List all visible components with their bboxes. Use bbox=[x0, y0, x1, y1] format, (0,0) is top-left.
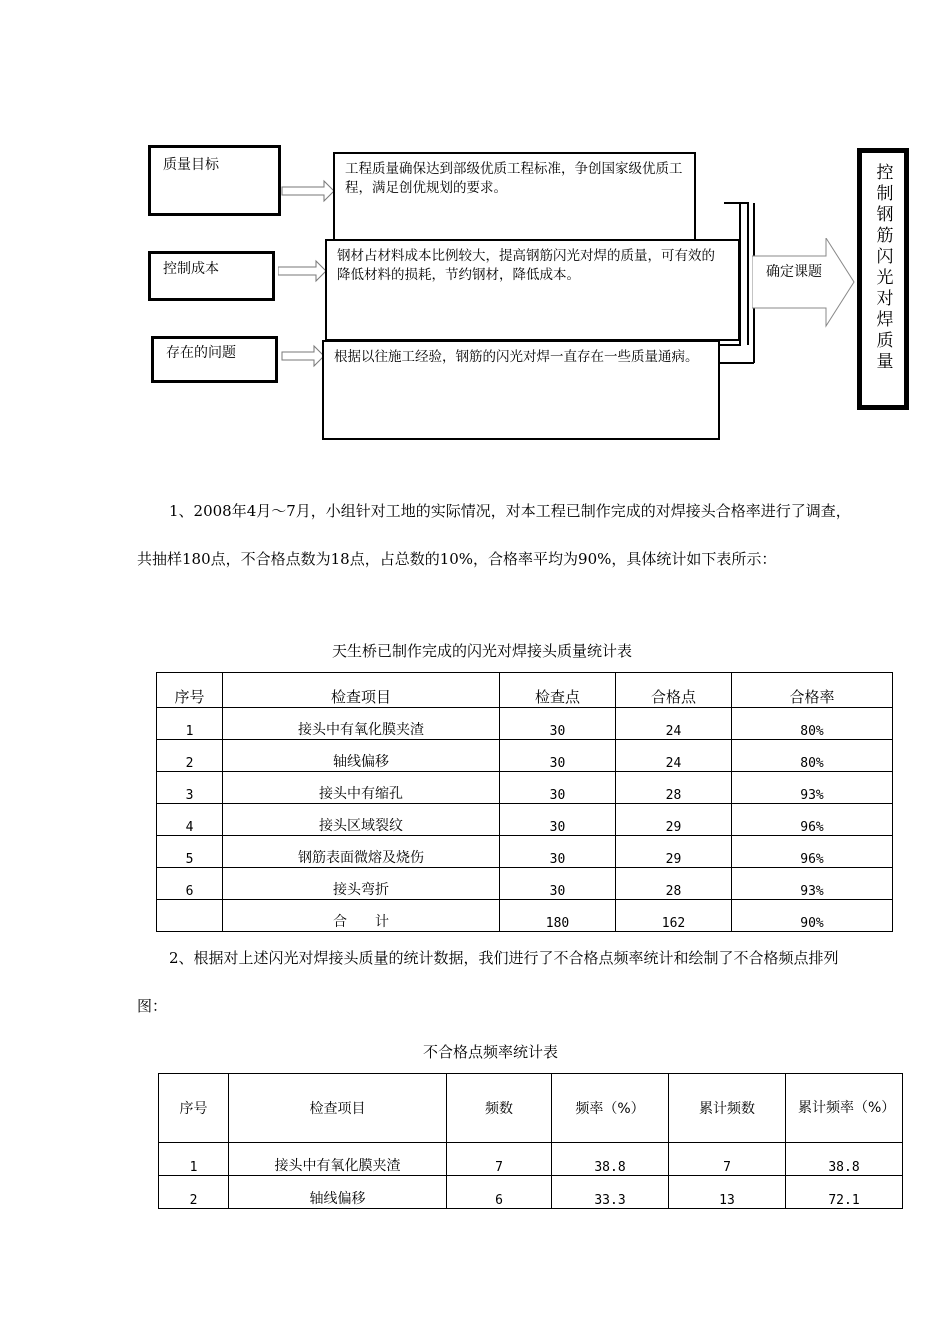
cell-item: 钢筋表面微熔及烧伤 bbox=[223, 836, 500, 868]
cell-item: 接头中有氧化膜夹渣 bbox=[229, 1143, 447, 1176]
cell-rate: 80% bbox=[732, 708, 893, 740]
cell-cumulative-rate: 38.8 bbox=[786, 1143, 903, 1176]
cell-checked: 30 bbox=[500, 836, 616, 868]
header-cell: 检查点 bbox=[500, 673, 616, 708]
cell-frequency: 7 bbox=[447, 1143, 552, 1176]
header-cell: 频数 bbox=[447, 1074, 552, 1143]
header-cell: 累计频率（%） bbox=[786, 1074, 903, 1143]
cell-frequency: 6 bbox=[447, 1176, 552, 1209]
cell-index: 5 bbox=[157, 836, 223, 868]
cell-checked: 30 bbox=[500, 740, 616, 772]
cell-passed: 162 bbox=[616, 900, 732, 932]
cell-checked: 30 bbox=[500, 708, 616, 740]
big-arrow-icon bbox=[752, 238, 858, 328]
cell-passed: 28 bbox=[616, 868, 732, 900]
desc-box-control-cost bbox=[325, 239, 740, 341]
desc-existing-problems: 根据以往施工经验，钢筋的闪光对焊一直存在一些质量通病。 bbox=[334, 349, 699, 365]
cell-index: 4 bbox=[157, 804, 223, 836]
table-header-row bbox=[159, 1074, 903, 1143]
cell-index: 3 bbox=[157, 772, 223, 804]
label-existing-problems: 存在的问题 bbox=[166, 345, 236, 361]
cell-passed: 24 bbox=[616, 740, 732, 772]
desc-box-quality-goal bbox=[333, 152, 696, 247]
cell-index: 2 bbox=[159, 1176, 229, 1209]
quality-stats-table bbox=[156, 672, 893, 932]
cell-rate: 96% bbox=[732, 804, 893, 836]
cell-item: 轴线偏移 bbox=[229, 1176, 447, 1209]
cell-item: 接头区域裂纹 bbox=[223, 804, 500, 836]
cell-index: 6 bbox=[157, 868, 223, 900]
result-title: 控制钢筋闪光对焊质量 bbox=[872, 163, 893, 373]
label-box-existing-problems bbox=[151, 336, 278, 383]
paragraph-1: 1、2008年4月～7月，小组针对工地的实际情况，对本工程已制作完成的对焊接头合格率进行了调查，共抽样180点，不合格点数为18点，占总数的10%，合格率平均为90%，具体统计如下表所示： bbox=[137, 502, 851, 568]
table-row bbox=[157, 804, 893, 836]
cell-item: 接头中有缩孔 bbox=[223, 772, 500, 804]
cell-passed: 28 bbox=[616, 772, 732, 804]
cell-item: 接头弯折 bbox=[223, 868, 500, 900]
cell-checked: 30 bbox=[500, 772, 616, 804]
defect-frequency-table bbox=[158, 1073, 903, 1209]
cell-cumulative-frequency: 13 bbox=[669, 1176, 786, 1209]
cell-checked: 30 bbox=[500, 804, 616, 836]
table1-caption: 天生桥已制作完成的闪光对焊接头质量统计表 bbox=[332, 642, 633, 660]
header-cell: 合格率 bbox=[732, 673, 893, 708]
cell-checked: 180 bbox=[500, 900, 616, 932]
header-cell: 序号 bbox=[157, 673, 223, 708]
header-cell: 频率（%） bbox=[552, 1074, 669, 1143]
table-row bbox=[157, 708, 893, 740]
cell-rate: 93% bbox=[732, 772, 893, 804]
cell-cumulative-frequency: 7 bbox=[669, 1143, 786, 1176]
cell-item: 轴线偏移 bbox=[223, 740, 500, 772]
cell-rate: 38.8 bbox=[552, 1143, 669, 1176]
label-control-cost: 控制成本 bbox=[163, 261, 219, 277]
cell-item: 接头中有氧化膜夹渣 bbox=[223, 708, 500, 740]
cell-passed: 29 bbox=[616, 804, 732, 836]
cell-rate: 90% bbox=[732, 900, 893, 932]
table-total-row bbox=[157, 900, 893, 932]
cell-rate: 96% bbox=[732, 836, 893, 868]
table-header-row bbox=[157, 673, 893, 708]
header-cell: 合格点 bbox=[616, 673, 732, 708]
cell-checked: 30 bbox=[500, 868, 616, 900]
cell-rate: 93% bbox=[732, 868, 893, 900]
desc-box-existing-problems bbox=[322, 340, 720, 440]
table-row bbox=[157, 740, 893, 772]
table-row bbox=[157, 772, 893, 804]
table-row bbox=[157, 836, 893, 868]
cell-index: 2 bbox=[157, 740, 223, 772]
label-quality-goal: 质量目标 bbox=[163, 157, 219, 173]
cell-passed: 24 bbox=[616, 708, 732, 740]
table-row bbox=[159, 1176, 903, 1209]
header-cell: 累计频数 bbox=[669, 1074, 786, 1143]
arrow-label: 确定课题 bbox=[766, 264, 822, 280]
header-cell: 序号 bbox=[159, 1074, 229, 1143]
table-row bbox=[157, 868, 893, 900]
header-cell: 检查项目 bbox=[229, 1074, 447, 1143]
cell-index: 1 bbox=[159, 1143, 229, 1176]
cell-index bbox=[157, 900, 223, 932]
header-cell: 检查项目 bbox=[223, 673, 500, 708]
cell-cumulative-rate: 72.1 bbox=[786, 1176, 903, 1209]
table-row bbox=[159, 1143, 903, 1176]
label-box-quality-goal bbox=[148, 145, 281, 216]
arrow-right-icon bbox=[278, 261, 326, 281]
cell-index: 1 bbox=[157, 708, 223, 740]
paragraph-2: 2、根据对上述闪光对焊接头质量的统计数据，我们进行了不合格点频率统计和绘制了不合格频点排列图： bbox=[137, 949, 839, 1015]
cell-rate: 33.3 bbox=[552, 1176, 669, 1209]
cell-rate: 80% bbox=[732, 740, 893, 772]
cell-item: 合 计 bbox=[223, 900, 500, 932]
arrow-right-icon bbox=[282, 181, 334, 201]
desc-control-cost: 钢材占材料成本比例较大，提高钢筋闪光对焊的质量，可有效的降低材料的损耗，节约钢材，降低成本。 bbox=[337, 248, 715, 283]
cell-passed: 29 bbox=[616, 836, 732, 868]
desc-quality-goal: 工程质量确保达到部级优质工程标准，争创国家级优质工程，满足创优规划的要求。 bbox=[345, 161, 683, 196]
label-box-control-cost bbox=[148, 251, 275, 301]
arrow-right-icon bbox=[282, 346, 324, 366]
result-title-box bbox=[857, 148, 909, 410]
table2-caption: 不合格点频率统计表 bbox=[423, 1043, 559, 1061]
